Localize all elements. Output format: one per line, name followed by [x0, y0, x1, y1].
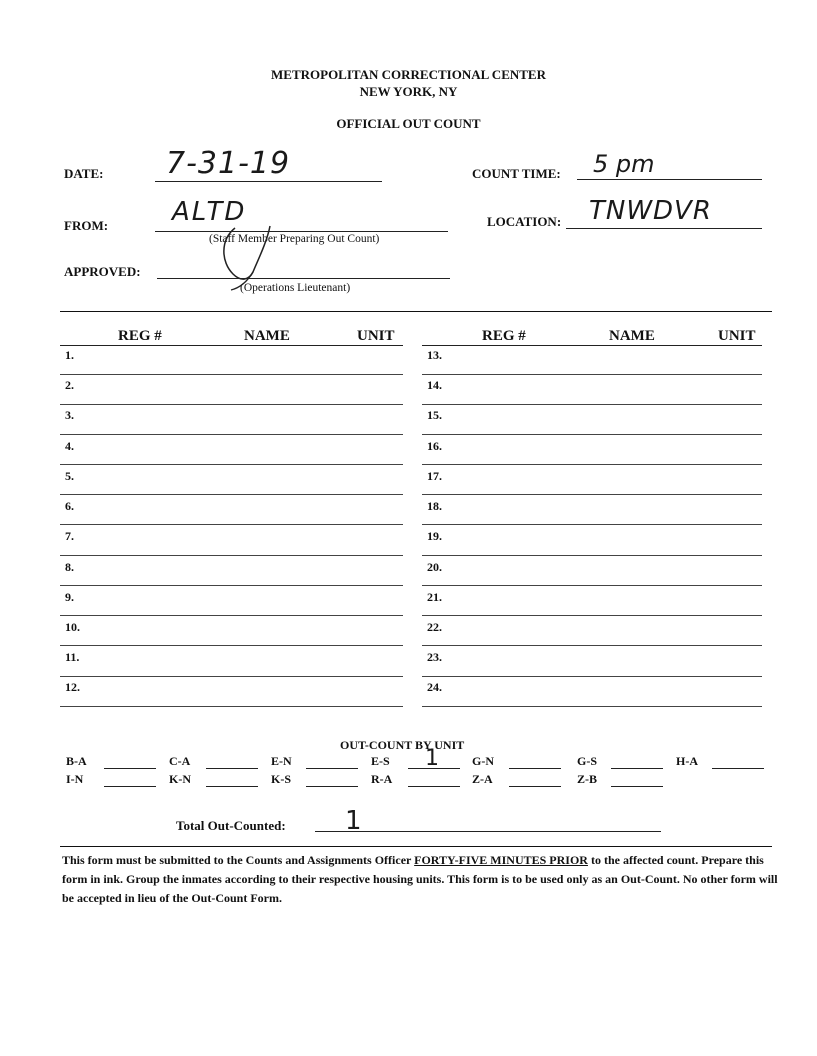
count-time-label: COUNT TIME:: [472, 166, 561, 181]
row-number: 2.: [65, 378, 74, 392]
date-label: DATE:: [64, 166, 104, 181]
row-line[interactable]: [60, 676, 403, 677]
city-title: NEW YORK, NY: [359, 84, 458, 99]
right-reg-header: REG #: [482, 328, 526, 344]
from-label: FROM:: [64, 218, 109, 233]
row-number: 17.: [427, 469, 442, 483]
row-number: 13.: [427, 348, 442, 362]
footer-separator: [60, 846, 772, 847]
row-line[interactable]: [60, 494, 403, 495]
left-unit-header: UNIT: [357, 328, 395, 344]
unit-label: E-N: [271, 754, 292, 768]
location-line: [566, 228, 762, 229]
row-line[interactable]: [422, 585, 762, 586]
footer-deadline: FORTY-FIVE MINUTES PRIOR: [414, 853, 588, 867]
date-line: [155, 181, 382, 182]
row-line[interactable]: [60, 706, 403, 707]
unit-label: E-S: [371, 754, 390, 768]
footer-text-1: This form must be submitted to the Counts and Assignments Officer: [62, 853, 415, 867]
row-line[interactable]: [60, 615, 403, 616]
row-number: 3.: [65, 408, 74, 422]
footer-instructions: [62, 851, 782, 908]
from-caption: (Staff Member Preparing Out Count): [209, 233, 380, 245]
unit-blank[interactable]: [408, 768, 460, 769]
unit-blank[interactable]: [104, 786, 156, 787]
org-title: METROPOLITAN CORRECTIONAL CENTER: [271, 67, 546, 82]
es-count-value[interactable]: 1: [425, 746, 439, 771]
unit-blank[interactable]: [306, 768, 358, 769]
row-line[interactable]: [422, 555, 762, 556]
from-signature[interactable]: ALTD: [172, 197, 247, 227]
right-header-line: [422, 345, 762, 346]
row-line[interactable]: [422, 374, 762, 375]
total-line: [315, 831, 661, 832]
approved-caption: (Operations Lieutenant): [240, 282, 351, 294]
count-time-value[interactable]: 5 pm: [593, 150, 655, 178]
row-number: 5.: [65, 469, 74, 483]
row-number: 18.: [427, 499, 442, 513]
row-number: 24.: [427, 680, 442, 694]
row-line[interactable]: [60, 524, 403, 525]
right-name-header: NAME: [609, 328, 655, 344]
row-line[interactable]: [422, 464, 762, 465]
row-number: 23.: [427, 650, 442, 664]
unit-blank[interactable]: [712, 768, 764, 769]
unit-label: C-A: [169, 754, 191, 768]
unit-blank[interactable]: [509, 786, 561, 787]
unit-label: Z-A: [472, 772, 493, 786]
row-number: 7.: [65, 529, 74, 543]
row-number: 10.: [65, 620, 80, 634]
row-number: 16.: [427, 439, 442, 453]
unit-blank[interactable]: [206, 786, 258, 787]
unit-label: K-S: [271, 772, 292, 786]
total-value[interactable]: 1: [345, 806, 362, 836]
row-line[interactable]: [60, 464, 403, 465]
row-line[interactable]: [422, 494, 762, 495]
count-time-line: [577, 179, 762, 180]
row-number: 19.: [427, 529, 442, 543]
unit-blank[interactable]: [611, 768, 663, 769]
right-unit-header: UNIT: [718, 328, 756, 344]
row-line[interactable]: [60, 404, 403, 405]
row-line[interactable]: [422, 404, 762, 405]
unit-label: R-A: [371, 772, 393, 786]
row-line[interactable]: [60, 585, 403, 586]
unit-blank[interactable]: [408, 786, 460, 787]
row-number: 4.: [65, 439, 74, 453]
unit-blank[interactable]: [509, 768, 561, 769]
unit-blank[interactable]: [306, 786, 358, 787]
row-line[interactable]: [60, 555, 403, 556]
row-line[interactable]: [422, 615, 762, 616]
unit-label: G-N: [472, 754, 494, 768]
row-number: 22.: [427, 620, 442, 634]
row-line[interactable]: [422, 434, 762, 435]
row-line[interactable]: [422, 524, 762, 525]
row-number: 21.: [427, 590, 442, 604]
row-line[interactable]: [422, 676, 762, 677]
row-number: 20.: [427, 560, 442, 574]
location-value[interactable]: TNWDVR: [589, 196, 712, 226]
row-line[interactable]: [60, 374, 403, 375]
unit-blank[interactable]: [611, 786, 663, 787]
row-number: 12.: [65, 680, 80, 694]
form-title: OFFICIAL OUT COUNT: [336, 116, 481, 131]
approved-line: [157, 278, 450, 279]
unit-blank[interactable]: [104, 768, 156, 769]
left-header-line: [60, 345, 403, 346]
row-number: 15.: [427, 408, 442, 422]
date-value[interactable]: 7-31-19: [166, 146, 291, 181]
footer-text-2: to the affected count. Prepare this form in ink. Group the inmates according to their respective housing units. This form is to be used only as an Out-Count. No other form will be accepted in lieu of the Out-Count Form.: [62, 853, 778, 905]
row-number: 1.: [65, 348, 74, 362]
unit-label: B-A: [66, 754, 87, 768]
section-separator: [60, 311, 772, 312]
unit-label: G-S: [577, 754, 598, 768]
left-name-header: NAME: [244, 328, 290, 344]
left-reg-header: REG #: [118, 328, 162, 344]
row-number: 8.: [65, 560, 74, 574]
unit-blank[interactable]: [206, 768, 258, 769]
outcount-title: OUT-COUNT BY UNIT: [340, 738, 465, 752]
row-number: 11.: [65, 650, 80, 664]
approved-label: APPROVED:: [64, 264, 141, 279]
unit-label: H-A: [676, 754, 698, 768]
row-line[interactable]: [60, 645, 403, 646]
row-number: 9.: [65, 590, 74, 604]
row-line[interactable]: [422, 706, 762, 707]
row-number: 14.: [427, 378, 442, 392]
unit-label: K-N: [169, 772, 191, 786]
row-line[interactable]: [60, 434, 403, 435]
location-label: LOCATION:: [487, 214, 562, 229]
unit-label: I-N: [66, 772, 84, 786]
from-line: [155, 231, 448, 232]
total-label: Total Out-Counted:: [176, 818, 286, 833]
row-number: 6.: [65, 499, 74, 513]
row-line[interactable]: [422, 645, 762, 646]
unit-label: Z-B: [577, 772, 598, 786]
